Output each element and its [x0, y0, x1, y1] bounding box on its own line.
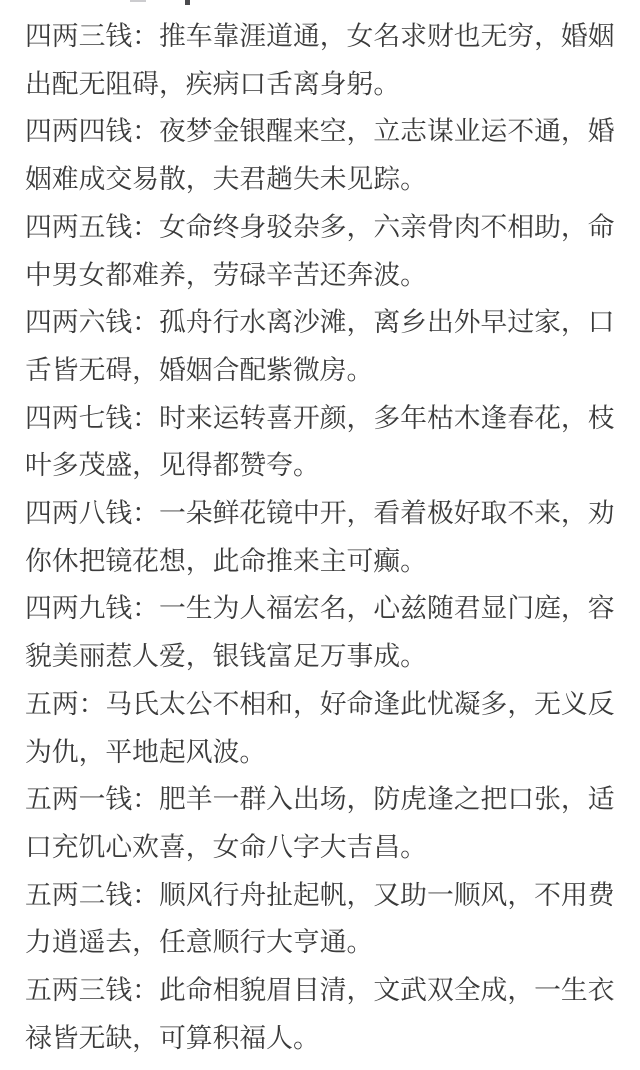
- verse-paragraph-4liang5qian: [25, 204, 615, 299]
- verse-line: 五两二钱：顺风行舟扯起帆，又助一顺风，不用费: [25, 879, 615, 910]
- verse-paragraph-4liang4qian: [25, 108, 615, 203]
- verse-paragraph-4liang9qian: [25, 585, 615, 680]
- verse-line: 四两九钱：一生为人福宏名，心兹随君显门庭，容: [25, 593, 615, 624]
- verse-line: 力逍遥去，任意顺行大亨通。: [25, 927, 374, 958]
- verse-line: 四两四钱：夜梦金银醒来空，立志谋业运不通，婚: [25, 116, 615, 147]
- verse-line: 禄皆无缺，可算积福人。: [25, 1022, 320, 1053]
- verse-line: 口充饥心欢喜，女命八字大吉昌。: [25, 831, 427, 862]
- verse-line: 四两八钱：一朵鲜花镜中开，看着极好取不来，劝: [25, 498, 615, 529]
- verse-line: 为仇，平地起风波。: [25, 736, 267, 767]
- verse-line: 四两六钱：孤舟行水离沙滩，离乡出外早过家，口: [25, 307, 615, 338]
- verse-paragraph-4liang7qian: [25, 395, 615, 490]
- verse-line: 你休把镜花想，此命推来主可癫。: [25, 545, 427, 576]
- verse-paragraph-4liang6qian: [25, 299, 615, 394]
- verse-line: 四两七钱：时来运转喜开颜，多年枯木逢春花，枝: [25, 402, 615, 433]
- verse-paragraph-4liang8qian: [25, 490, 615, 585]
- verse-line: 中男女都难养，劳碌辛苦还奔波。: [25, 259, 427, 290]
- verse-paragraph-5liang2qian: [25, 872, 615, 967]
- verse-line: 四两三钱：推车靠涯道通，女名求财也无穷，婚姻: [25, 21, 615, 51]
- verse-line: 五两三钱：此命相貌眉目清，文武双全成，一生衣: [25, 975, 615, 1006]
- verse-line: 四两五钱：女命终身驳杂多，六亲骨肉不相助，命: [25, 211, 615, 242]
- verse-paragraph-5liang: [25, 681, 615, 776]
- verse-paragraph-5liang1qian: [25, 776, 615, 871]
- verse-paragraph-4liang3qian: [25, 13, 615, 108]
- verse-line: 貌美丽惹人爱，银钱富足万事成。: [25, 641, 427, 672]
- verse-line: 出配无阻碍，疾病口舌离身躬。: [25, 68, 401, 99]
- verse-paragraph-5liang3qian: [25, 967, 615, 1062]
- verse-line: 五两一钱：肥羊一群入出场，防虎逢之把口张，适: [25, 784, 615, 815]
- verse-line: 五两：马氏太公不相和，好命逢此忧凝多，无义反: [25, 688, 615, 719]
- verse-line: 叶多茂盛，见得都赞夸。: [25, 450, 320, 481]
- verse-line: 姻难成交易散，夫君趟失未见踪。: [25, 164, 427, 195]
- verse-line: 舌皆无碍，婚姻合配紫微房。: [25, 354, 374, 385]
